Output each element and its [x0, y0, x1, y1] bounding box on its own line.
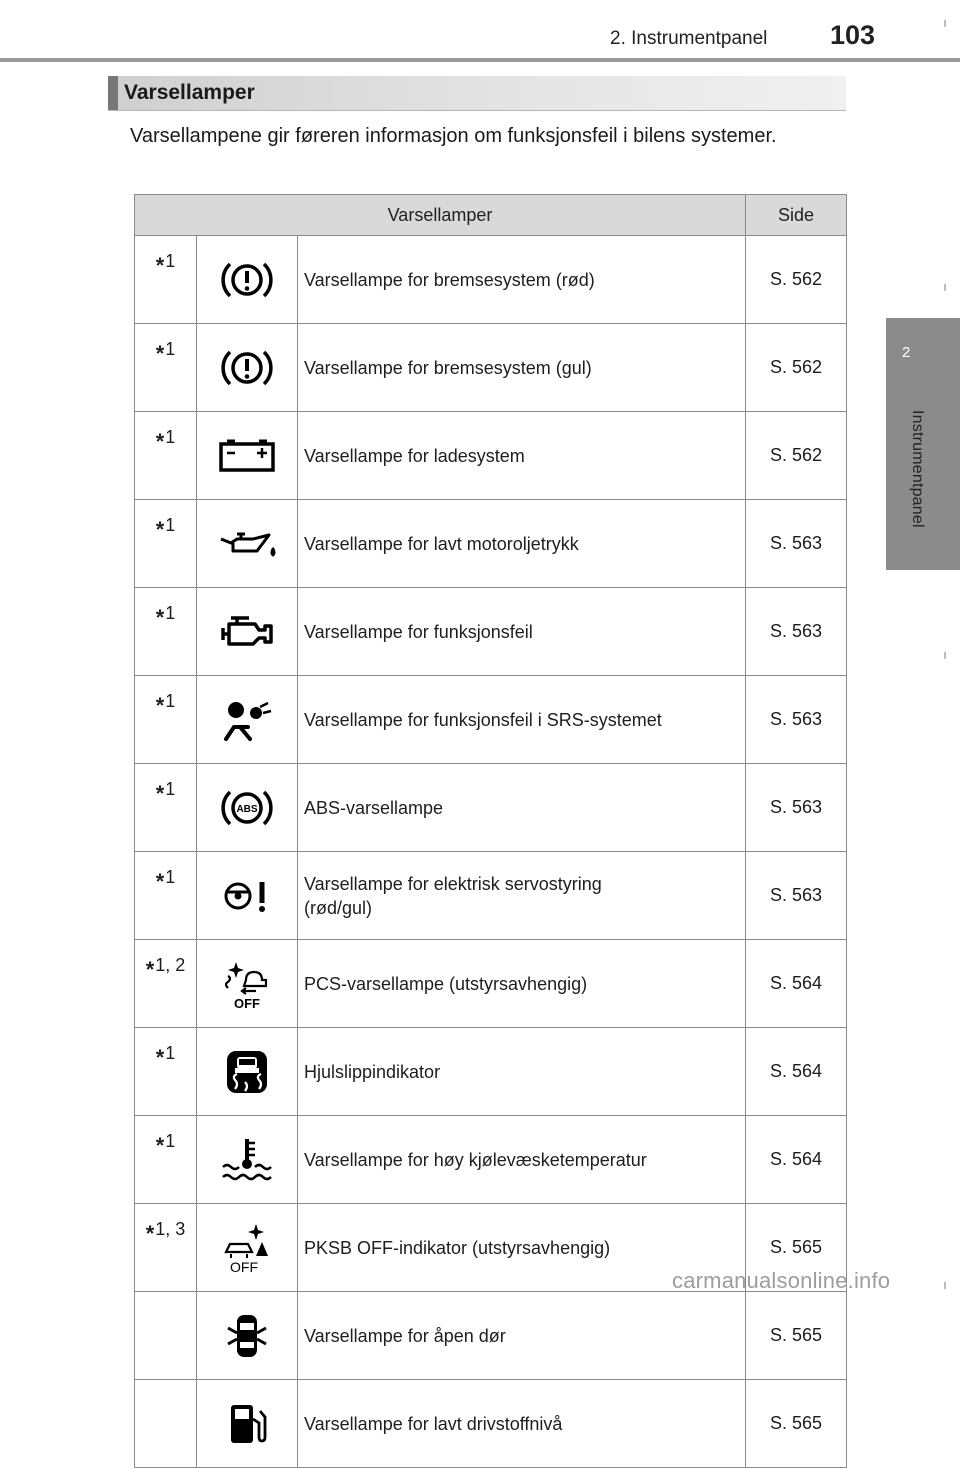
svg-text:ABS: ABS [236, 803, 258, 815]
footnote-mark: *1 [135, 852, 197, 940]
footnote-mark: *1, 3 [135, 1204, 197, 1292]
svg-text:OFF: OFF [230, 1258, 258, 1274]
footnote-mark: *1 [135, 412, 197, 500]
margin-tick [944, 20, 946, 27]
pksb-off-icon [197, 1204, 298, 1292]
intro-paragraph: Varsellampene gir føreren informasjon om funksjonsfeil i bilens systemer. [130, 125, 777, 147]
page-reference: S. 563 [746, 852, 847, 940]
chapter-title: 2. Instrumentpanel [610, 28, 768, 49]
fuel-icon [197, 1380, 298, 1468]
slip-indicator-icon [197, 1028, 298, 1116]
table-row [135, 324, 847, 412]
section-title: Varsellamper [124, 81, 255, 104]
footnote-mark: *1 [135, 236, 197, 324]
chapter-tab-number: 2 [902, 344, 911, 361]
table-row [135, 588, 847, 676]
page-reference: S. 565 [746, 1380, 847, 1468]
lamp-description: ABS-varsellampe [298, 764, 746, 852]
table-row [135, 852, 847, 940]
lamp-description: Varsellampe for elektrisk servostyring (rød/gul) [298, 852, 746, 940]
pcs-off-icon [197, 940, 298, 1028]
footnote-mark: *1, 2 [135, 940, 197, 1028]
oil-can-icon [197, 500, 298, 588]
lamp-description: Varsellampe for åpen dør [298, 1292, 746, 1380]
page-reference: S. 563 [746, 588, 847, 676]
table-row [135, 764, 847, 852]
airbag-icon [197, 676, 298, 764]
footnote-mark: *1 [135, 324, 197, 412]
lamp-description: Varsellampe for funksjonsfeil i SRS-systemet [298, 676, 746, 764]
lamp-description: Hjulslippindikator [298, 1028, 746, 1116]
page-reference: S. 564 [746, 940, 847, 1028]
svg-text:OFF: OFF [234, 995, 260, 1010]
coolant-temp-icon [197, 1116, 298, 1204]
engine-icon [197, 588, 298, 676]
page-reference: S. 564 [746, 1028, 847, 1116]
lamp-description: PKSB OFF-indikator (utstyrsavhengig) [298, 1204, 746, 1292]
lamp-description: Varsellampe for lavt motoroljetrykk [298, 500, 746, 588]
brake-warning-icon [197, 236, 298, 324]
footnote-mark: *1 [135, 1116, 197, 1204]
table-row [135, 500, 847, 588]
margin-tick [944, 1282, 946, 1289]
header-lamps: Varsellamper [135, 195, 746, 236]
lamp-description: Varsellampe for lavt drivstoffnivå [298, 1380, 746, 1468]
header-divider [0, 58, 960, 62]
page-reference: S. 564 [746, 1116, 847, 1204]
page-reference: S. 563 [746, 676, 847, 764]
page-number: 103 [830, 20, 876, 50]
table-header-row [135, 195, 847, 236]
page-reference: S. 562 [746, 324, 847, 412]
margin-tick [944, 652, 946, 659]
page-reference: S. 562 [746, 236, 847, 324]
table-row [135, 940, 847, 1028]
lamp-description: Varsellampe for høy kjølevæsketemperatur [298, 1116, 746, 1204]
margin-tick [944, 284, 946, 291]
footnote-mark: *1 [135, 588, 197, 676]
table-row [135, 1116, 847, 1204]
page-reference: S. 563 [746, 500, 847, 588]
page-reference: S. 565 [746, 1292, 847, 1380]
table-row [135, 236, 847, 324]
brake-warning-icon [197, 324, 298, 412]
table-row [135, 1380, 847, 1468]
watermark: carmanualsonline.info [672, 1268, 891, 1293]
footnote-mark: *1 [135, 764, 197, 852]
table-row [135, 676, 847, 764]
lamp-description: Varsellampe for bremsesystem (gul) [298, 324, 746, 412]
battery-icon [197, 412, 298, 500]
footnote-mark: *1 [135, 1028, 197, 1116]
table-row [135, 1028, 847, 1116]
table-row [135, 1292, 847, 1380]
abs-icon [197, 764, 298, 852]
footnote-mark [135, 1292, 197, 1380]
footnote-mark: *1 [135, 676, 197, 764]
chapter-tab-label: Instrumentpanel [909, 410, 926, 528]
table-row [135, 412, 847, 500]
page-reference: S. 562 [746, 412, 847, 500]
footnote-mark [135, 1380, 197, 1468]
open-door-icon [197, 1292, 298, 1380]
lamp-description: Varsellampe for bremsesystem (rød) [298, 236, 746, 324]
lamp-description: Varsellampe for ladesystem [298, 412, 746, 500]
lamp-description: PCS-varsellampe (utstyrsavhengig) [298, 940, 746, 1028]
steering-warning-icon [197, 852, 298, 940]
page-reference: S. 565 [746, 1204, 847, 1292]
footnote-mark: *1 [135, 500, 197, 588]
header-page: Side [746, 195, 847, 236]
page-reference: S. 563 [746, 764, 847, 852]
lamp-description: Varsellampe for funksjonsfeil [298, 588, 746, 676]
